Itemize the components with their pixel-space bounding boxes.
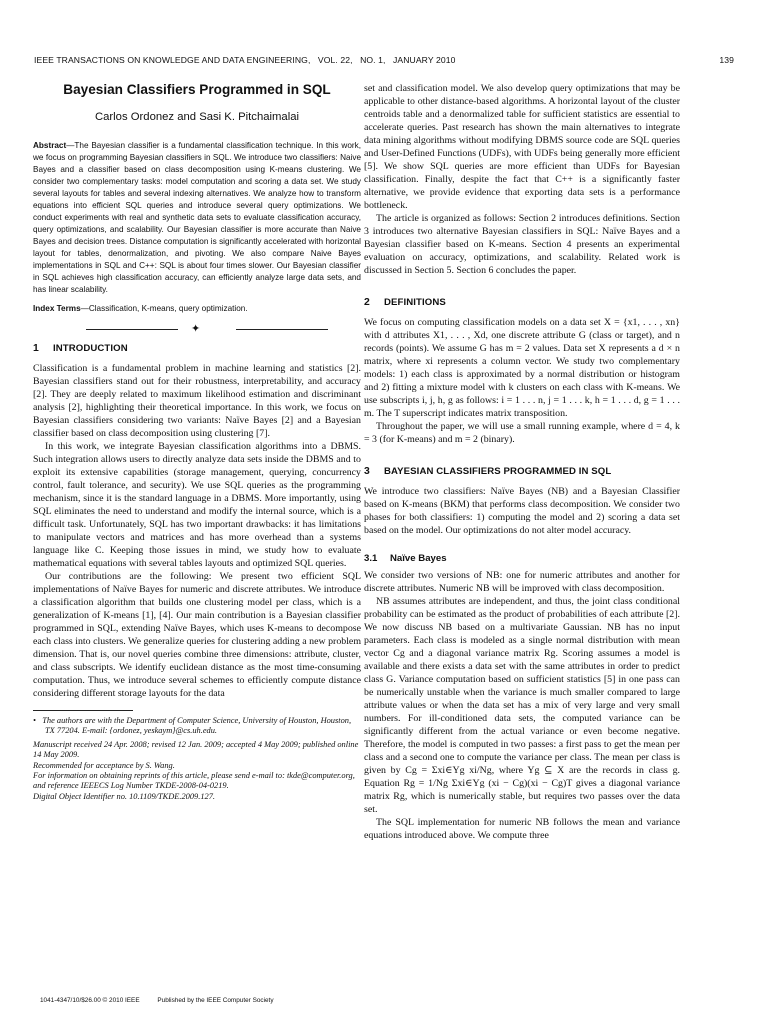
- page-number: 139: [719, 55, 734, 65]
- divider-diamond-icon: ✦: [191, 323, 201, 335]
- intro-continued-paragraph: set and classification model. We also develop query optimizations that may be applicable to other distance-based algorithms. A horizontal layout of the cluster centroids table and a denormalized table for sufficient statistics are essential to accelerate queries. Past research has shown the main alternatives to integrate data mining algorithms without modifying DBMS source code are SQL queries and User-Defined Functions (UDFs), with UDFs being generally more efficient [5]. We show SQL queries are more efficient than UDFs for Bayesian classification. Finally, despite the fact that C++ is a significantly faster alternative, we provide evidence that exporting data sets is a performance bottleneck.: [364, 83, 680, 211]
- footnote-affiliation: • The authors are with the Department of Computer Science, University of Houston, Houston, TX 77204. E-mail: {ordonez, yeskaym}@cs.uh.edu.: [33, 716, 352, 736]
- section-1-title: INTRODUCTION: [53, 343, 128, 354]
- left-column: [33, 82, 361, 802]
- right-column: [364, 82, 680, 842]
- running-header: [34, 55, 734, 65]
- page-footer: [40, 997, 274, 1004]
- paper-title: Bayesian Classifiers Programmed in SQL: [63, 82, 331, 97]
- footnote-recommended: Recommended for acceptance by S. Wang.: [33, 760, 175, 770]
- journal-number: NO. 1,: [360, 55, 386, 65]
- definitions-paragraph-1: We focus on computing classification models on a data set X = {x1, . . . , xn} with d attributes X1, . . . , Xd, one discrete attribute G (class or target), and n records (points). We assume G has m = 2 values. Data set X represents a d × n matrix, where xi represents a column vector. We study two complementary models: 1) each class is approximated by a normal distribution or histogram and 2) fitting a mixture model with k clusters on each class with K-means. We use subscripts i, j, h, g as follows: i = 1 . . . n, j = 1 . . . k, h = 1 . . . d, g = 1 . . . m. The T superscript indicates matrix transposition.: [364, 317, 680, 419]
- subsection-3-1-number: 3.1: [364, 553, 378, 564]
- bayesian-sql-paragraph: We introduce two classifiers: Naïve Bayes (NB) and a Bayesian Classifier based on K-means (BKM) that performs class decomposition. We consider two phases for both classifiers: 1) computing the model and 2) scoring a data set based on the model. Our optimizations do not alter model accuracy.: [364, 486, 680, 536]
- journal-date: JANUARY 2010: [393, 55, 456, 65]
- subsection-3-1-heading: [364, 553, 680, 564]
- abstract-label: Abstract: [33, 141, 67, 150]
- abstract: [33, 140, 361, 296]
- footnote-manuscript: Manuscript received 24 Apr. 2008; revised 12 Jan. 2009; accepted 4 May 2009; published online 14 May 2009.: [33, 739, 359, 760]
- footer-publisher: Published by the IEEE Computer Society: [157, 997, 274, 1004]
- journal-volume: VOL. 22,: [317, 55, 353, 65]
- footnote-affiliation-text: The authors are with the Department of Computer Science, University of Houston, Houston, TX 77204. E-mail: {ordonez, yeskaym}@cs.uh.edu.: [42, 716, 352, 736]
- divider-line-right: [236, 329, 328, 330]
- intro-paragraph-1: Classification is a fundamental problem in machine learning and statistics [2]. Bayesian classifiers stand out for their robustness, interpretability, and accuracy [2]. They are deeply related to maximum likelihood estimation and discriminant analysis [2], highlighting their theoretical importance. In this work, we focus on Bayesian classifiers considering two variants: Naïve Bayes [2] and a Bayesian classifier based on class decomposition using clustering [7].: [33, 363, 361, 439]
- subsection-3-1-title: Naïve Bayes: [390, 553, 447, 564]
- naive-bayes-paragraph-2: NB assumes attributes are independent, and thus, the joint class conditional probability can be estimated as the product of probabilities of each attribute [2]. We now discuss NB based on a multivariate Gaussian. NB has no input parameters. Each class is modeled as a single normal distribution with mean vector Cg and a diagonal variance matrix Rg. Scoring assumes a model is available and there exists a data set with the same attributes in order to predict class G. Variance computation based on sufficient statistics [5] in one pass can be numerically unstable when the variance is much smaller compared to large attribute values or when the data set has a mix of very large and very small numbers. For ill-conditioned data sets, the computed variance can be significantly different from the actual variance or even become negative. Therefore, the model is computed in two passes: a first pass to get the mean per class and a second one to compute the variance per class. The mean per class is given by Cg = Σxi∈Yg xi/Ng, where Yg ⊆ X are the records in class g. Equation Rg = 1/Ng Σxi∈Yg (xi − Cg)(xi − Cg)T gives a diagonal variance matrix Rg, which is numerically stable, but requires two passes over the data set.: [364, 596, 680, 815]
- footnote-reprints: For information on obtaining reprints of this article, please send e-mail to: tkde@computer.org, and reference IEEECS Log Number TKDE-2008-04-0219.: [33, 771, 355, 791]
- section-divider: [33, 323, 361, 337]
- index-terms: [33, 303, 361, 315]
- section-2-heading: [364, 297, 680, 308]
- index-terms-label: Index Terms: [33, 304, 81, 313]
- journal-name: IEEE TRANSACTIONS ON KNOWLEDGE AND DATA ENGINEERING,: [34, 55, 311, 65]
- section-1-heading: [33, 343, 361, 354]
- divider-line-left: [86, 329, 178, 330]
- footnote-doi: Digital Object Identifier no. 10.1109/TKDE.2009.127.: [33, 791, 215, 801]
- section-3-number: 3: [364, 466, 370, 477]
- intro-organization-paragraph: The article is organized as follows: Section 2 introduces definitions. Section 3 introduces two alternative Bayesian classifiers in SQL: Naïve Bayes and a Bayesian classifier based on K-means. Section 4 presents an experimental evaluation on accuracy, optimizations, and scalability. Related work is discussed in Section 5. Section 6 concludes the paper.: [364, 213, 680, 276]
- naive-bayes-paragraph-3: The SQL implementation for numeric NB follows the mean and variance equations introduced above. We compute three: [364, 817, 680, 841]
- paper-authors: Carlos Ordonez and Sasi K. Pitchaimalai: [94, 111, 300, 123]
- section-3-heading: [364, 466, 680, 477]
- section-3-title: BAYESIAN CLASSIFIERS PROGRAMMED IN SQL: [384, 466, 612, 477]
- footer-issn-code: 1041-4347/10/$26.00 © 2010 IEEE: [40, 997, 140, 1004]
- footnote-rule: [33, 710, 133, 711]
- naive-bayes-paragraph-1: We consider two versions of NB: one for numeric attributes and another for discrete attributes. Numeric NB will be improved with class decomposition.: [364, 570, 680, 594]
- section-2-number: 2: [364, 297, 370, 308]
- index-terms-text: —Classification, K-means, query optimization.: [80, 304, 248, 313]
- abstract-text: —The Bayesian classifier is a fundamental classification technique. In this work, we focus on programming Bayesian classifiers in SQL. We introduce two classifiers: Naive Bayes and a classifier based on class decomposition using K-means clustering. We consider two complementary tasks: model computation and scoring a data set. We study several layouts for tables and several indexing alternatives. We analyze how to transform equations into efficient SQL queries and introduce several query optimizations. We conduct experiments with real and synthetic data sets to evaluate classification accuracy, query optimizations, and scalability. Our Bayesian classifier is more accurate than Naive Bayes and decision trees. Distance computation is significantly accelerated with horizontal layout for tables, denormalization, and pivoting. We also compare Naive Bayes implementations in SQL and C++: SQL is about four times slower. Our Bayesian classifier in SQL achieves high classification accuracy, can efficiently analyze large data sets, and has linear scalability.: [33, 141, 361, 294]
- section-1-number: 1: [33, 343, 39, 354]
- intro-paragraph-3: Our contributions are the following: We present two efficient SQL implementations of Naïve Bayes for numeric and discrete attributes. We introduce a classification algorithm that builds one clustering model per class, which is a generalization of K-means [1], [4]. Our main contribution is a Bayesian classifier programmed in SQL, extending Naïve Bayes, which uses K-means to decompose each class into clusters. We generalize queries for clustering adding a new problem dimension. That is, our novel queries combine three dimensions: attribute, cluster, and class subscripts. We identify euclidean distance as the most time-consuming computation. Thus, we introduce several schemes to efficiently compute distance considering different storage layouts for the data: [33, 571, 361, 699]
- definitions-paragraph-2: Throughout the paper, we will use a small running example, where d = 4, k = 3 (for K-means) and m = 2 (binary).: [364, 421, 680, 445]
- section-2-title: DEFINITIONS: [384, 297, 446, 308]
- intro-paragraph-2: In this work, we integrate Bayesian classification algorithms into a DBMS. Such integration allows users to directly analyze data sets inside the DBMS and to exploit its extensive capabilities (storage management, querying, concurrency control, fault tolerance, and security). We use SQL queries as the programming mechanism, since it is the standard language in a DBMS. More importantly, using SQL eliminates the need to understand and modify the internal source, which is a difficult task. Unfortunately, SQL has two important drawbacks: it has limitations to manipulate vectors and matrices and has more overhead than a systems language like C. Keeping those issues in mind, we study how to evaluate mathematical equations with several tables layouts and optimized SQL queries.: [33, 441, 361, 569]
